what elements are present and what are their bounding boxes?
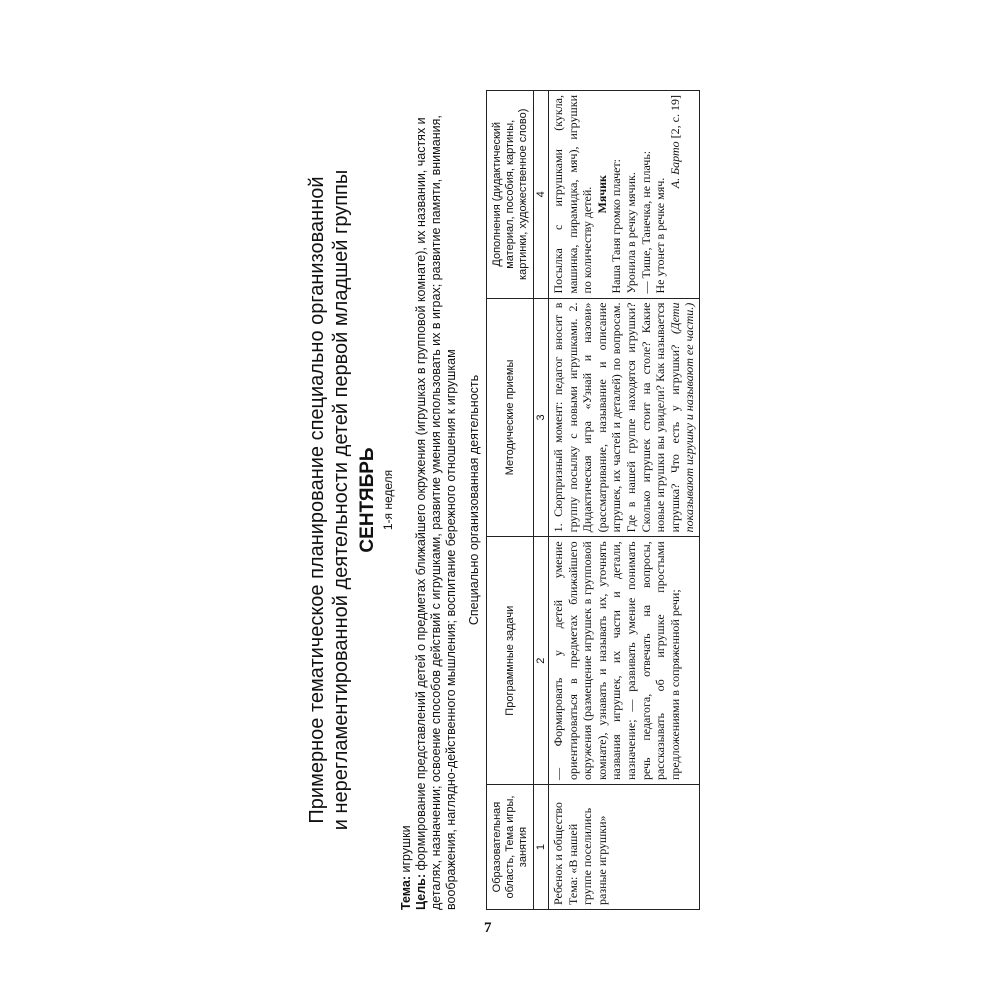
theme-line bbox=[399, 90, 413, 910]
goal-label: Цель: bbox=[414, 873, 428, 910]
table-row bbox=[549, 91, 700, 910]
rotated-content bbox=[305, 90, 695, 910]
column-number: 1 bbox=[534, 785, 549, 910]
goal-paragraph bbox=[414, 90, 459, 910]
title-line-2: и нерегламентированной деятельности детей первой младшей группы bbox=[330, 169, 352, 831]
poem-reference: [2, с. 19] bbox=[667, 95, 682, 142]
cell-additions bbox=[549, 91, 700, 299]
cell-area: Ребенок и общество Тема: «В нашей группе поселились разные игрушки» bbox=[549, 785, 700, 910]
cell-tasks: — Формировать у детей умение ориентироваться в предметах ближайшего окружения (размещение игрушек в групповой комнате), узнавать и называть их, уточнять названия игрушек, их части и детали, назначение; — развивать умение понимать речь педагога, отвечать на вопросы, рассказывать об игрушке простыми предложениями в сопряженной речи; bbox=[549, 537, 700, 785]
week-subheading: 1-я неделя bbox=[381, 469, 395, 531]
poem-line: Наша Таня громко плачет: bbox=[609, 158, 624, 294]
methods-text: 1. Сюрпризный момент: педагог вносит в группу посылку с новыми игрушками. 2. Дидактическая игра «Узнай и назови» (рассматривание, называние и описание игрушек, их частей и деталей) по вопросам. Где в нашей группе находятся игрушки? Сколько игрушек стоит на столе? Какие новые игрушки вы увидели? Как называется игрушка? Что есть у игрушки? bbox=[551, 302, 682, 533]
theme-label: Тема: bbox=[399, 876, 413, 910]
section-title: Специально организованная деятельность bbox=[467, 374, 481, 626]
title-line-1: Примерное тематическое планирование специально организованной bbox=[306, 176, 328, 824]
header-methods: Методические приемы bbox=[487, 298, 534, 537]
poem-line: Не утонет в речке мяч. bbox=[653, 177, 668, 294]
header-additions: Дополнения (дидактический материал, пособия, картины, картинки, художественное слово) bbox=[487, 91, 534, 299]
poem-line: Уронила в речку мячик. bbox=[623, 172, 638, 294]
header-area: Образовательная область, Тема игры, занятия bbox=[487, 785, 534, 910]
table-number-row bbox=[534, 91, 549, 910]
poem-author: А. Барто bbox=[667, 141, 682, 189]
theme-value: игрушки bbox=[399, 825, 413, 876]
plan-table bbox=[486, 90, 700, 910]
column-number: 3 bbox=[534, 298, 549, 537]
additions-intro: Посылка с игрушками (кукла, машинка, пирамидка, мяч), игрушки по количеству детей. bbox=[551, 95, 595, 294]
page-number: 7 bbox=[484, 920, 492, 936]
goal-value: формирование представлений детей о предметах ближайшего окружения (игрушках в групповой комнате), их названии, частях и деталях, назначении; освоение способов действий с игрушками, развитие умения использовать их в играх; развитие памяти, внимания, воображения, наглядно-действенного мышления; воспитание бережного отношения к игрушкам bbox=[414, 115, 458, 910]
month-heading: СЕНТЯБРЬ bbox=[357, 447, 378, 553]
poem-author-line bbox=[668, 95, 683, 294]
poem-line: — Тише, Танечка, не плачь: bbox=[638, 150, 653, 294]
column-number: 4 bbox=[534, 91, 549, 299]
cell-methods bbox=[549, 298, 700, 537]
methods-italic: (Дети показывают игрушку и называют ее части.) bbox=[667, 302, 697, 533]
poem-title: Мячик bbox=[594, 175, 609, 214]
header-tasks: Программные задачи bbox=[487, 537, 534, 785]
column-number: 2 bbox=[534, 537, 549, 785]
page-title bbox=[305, 90, 353, 910]
